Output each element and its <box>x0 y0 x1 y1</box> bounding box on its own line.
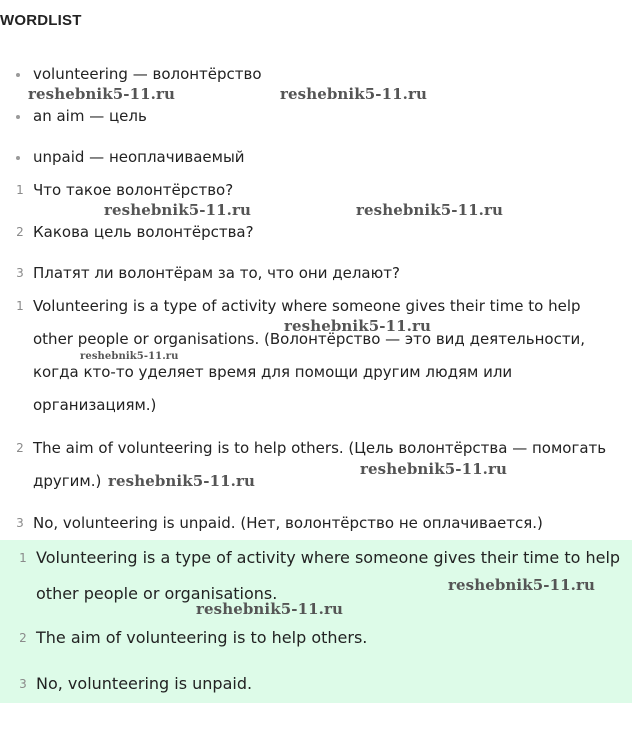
final-answer-item <box>19 666 253 702</box>
watermark: reshebnik5-11.ru <box>284 317 431 335</box>
question-item <box>16 216 254 249</box>
wordlist-text: an aim — цель <box>33 107 147 125</box>
answer-line: Volunteering is a type of activity where someone gives their time to help <box>33 297 581 315</box>
answer-item <box>16 507 543 540</box>
answer-line: когда кто-то уделяет время для помощи другим людям или <box>33 363 513 381</box>
question-text: Что такое волонтёрство? <box>33 181 234 199</box>
bullet-icon <box>16 156 20 160</box>
watermark: reshebnik5-11.ru <box>360 460 507 478</box>
answer-line: другим.) <box>33 472 102 490</box>
answer-line: other people or organisations. <box>36 584 278 603</box>
bullet-icon <box>16 115 20 119</box>
wordlist-item <box>33 100 147 133</box>
watermark: reshebnik5-11.ru <box>356 201 503 219</box>
answer-line: other people or organisations. (Волонтёрство — это вид деятельности, <box>33 330 586 348</box>
wordlist-item <box>33 141 245 174</box>
final-answer-item <box>19 620 368 656</box>
watermark: reshebnik5-11.ru <box>280 85 427 103</box>
question-number: 2 <box>16 225 24 239</box>
watermark: reshebnik5-11.ru <box>108 472 255 490</box>
bullet-icon <box>16 73 20 77</box>
answer-number: 2 <box>19 631 27 645</box>
wordlist-text: volunteering — волонтёрство <box>33 65 262 83</box>
wordlist-text: unpaid — неоплачиваемый <box>33 148 245 166</box>
watermark: reshebnik5-11.ru <box>80 351 179 362</box>
answer-line: организациям.) <box>33 396 157 414</box>
question-number: 1 <box>16 183 24 197</box>
page-title: WORDLIST <box>0 12 82 29</box>
answer-number: 2 <box>16 441 24 455</box>
answer-line: The aim of volunteering is to help others. (Цель волонтёрства — помогать <box>33 439 607 457</box>
question-text: Какова цель волонтёрства? <box>33 223 254 241</box>
answer-line: Volunteering is a type of activity where someone gives their time to help <box>36 548 621 567</box>
question-item <box>16 257 400 290</box>
answer-line: No, volunteering is unpaid. (Нет, волонтёрство не оплачивается.) <box>33 514 543 532</box>
watermark: reshebnik5-11.ru <box>448 576 595 594</box>
question-number: 3 <box>16 266 24 280</box>
answer-line: No, volunteering is unpaid. <box>36 674 253 693</box>
answer-number: 3 <box>16 516 24 530</box>
watermark: reshebnik5-11.ru <box>196 600 343 618</box>
answer-number: 1 <box>16 299 24 313</box>
answer-number: 3 <box>19 677 27 691</box>
watermark: reshebnik5-11.ru <box>28 85 175 103</box>
answer-number: 1 <box>19 551 27 565</box>
answer-line: The aim of volunteering is to help others. <box>36 628 368 647</box>
watermark: reshebnik5-11.ru <box>104 201 251 219</box>
question-text: Платят ли волонтёрам за то, что они делают? <box>33 264 400 282</box>
